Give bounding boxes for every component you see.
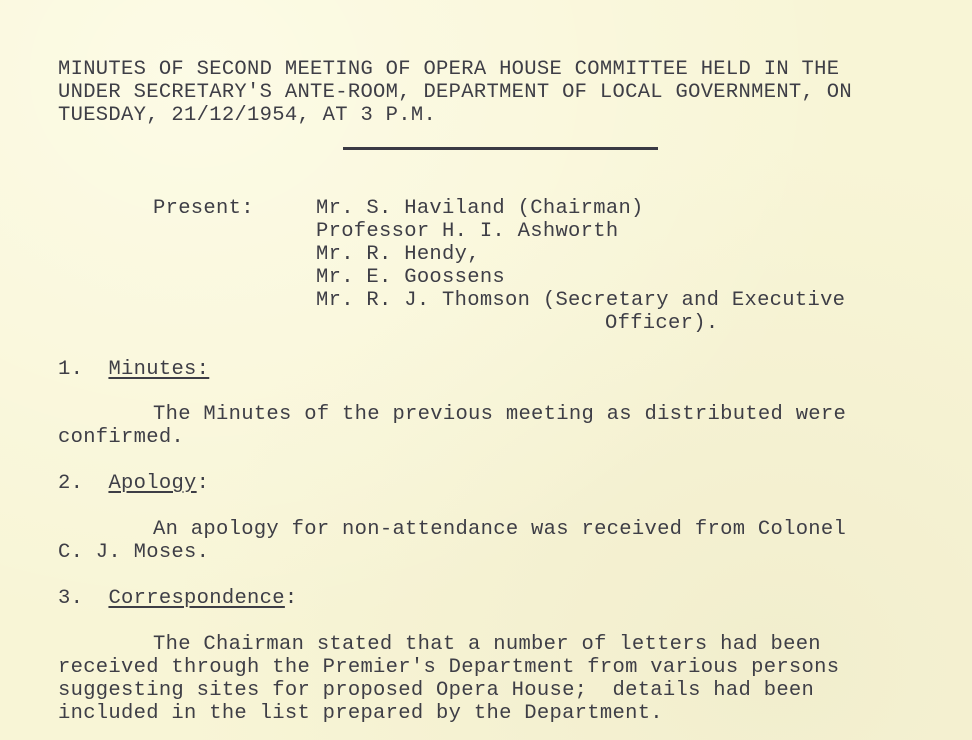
item-body-line: suggesting sites for proposed Opera House; details had been xyxy=(58,679,815,702)
title-line-1: MINUTES OF SECOND MEETING OF OPERA HOUSE COMMITTEE HELD IN THE xyxy=(58,58,840,81)
present-label: Present: xyxy=(153,197,254,220)
item-heading-suffix: : xyxy=(284,587,298,610)
item-heading-apology xyxy=(58,472,209,495)
attendee: Mr. R. Hendy, xyxy=(316,243,480,266)
item-heading-text: Correspondence xyxy=(108,587,285,610)
item-heading-text: Apology xyxy=(108,472,197,495)
attendee: Mr. S. Haviland (Chairman) xyxy=(316,197,644,220)
item-body-line: confirmed. xyxy=(58,426,185,449)
attendee: Mr. R. J. Thomson (Secretary and Executive xyxy=(316,289,846,312)
item-body-line: The Chairman stated that a number of letters had been xyxy=(153,633,821,656)
item-number: 1. xyxy=(58,358,84,381)
item-heading-suffix: : xyxy=(196,472,210,495)
item-body-line: C. J. Moses. xyxy=(58,541,210,564)
attendee-continuation: Officer). xyxy=(605,312,719,335)
item-body-line: included in the list prepared by the Department. xyxy=(58,702,663,725)
item-heading-minutes xyxy=(58,358,209,381)
attendee: Professor H. I. Ashworth xyxy=(316,220,619,243)
title-line-2: UNDER SECRETARY'S ANTE-ROOM, DEPARTMENT OF LOCAL GOVERNMENT, ON xyxy=(58,81,852,104)
item-heading-text: Minutes: xyxy=(108,358,210,381)
item-heading-correspondence xyxy=(58,587,297,610)
item-number: 3. xyxy=(58,587,84,610)
divider-rule xyxy=(343,147,658,150)
title-line-3: TUESDAY, 21/12/1954, AT 3 P.M. xyxy=(58,104,437,127)
attendee: Mr. E. Goossens xyxy=(316,266,506,289)
item-body-line: The Minutes of the previous meeting as distributed were xyxy=(153,403,847,426)
item-number: 2. xyxy=(58,472,84,495)
item-body-line: received through the Premier's Department from various persons xyxy=(58,656,840,679)
item-body-line: An apology for non-attendance was received from Colonel xyxy=(153,518,847,541)
